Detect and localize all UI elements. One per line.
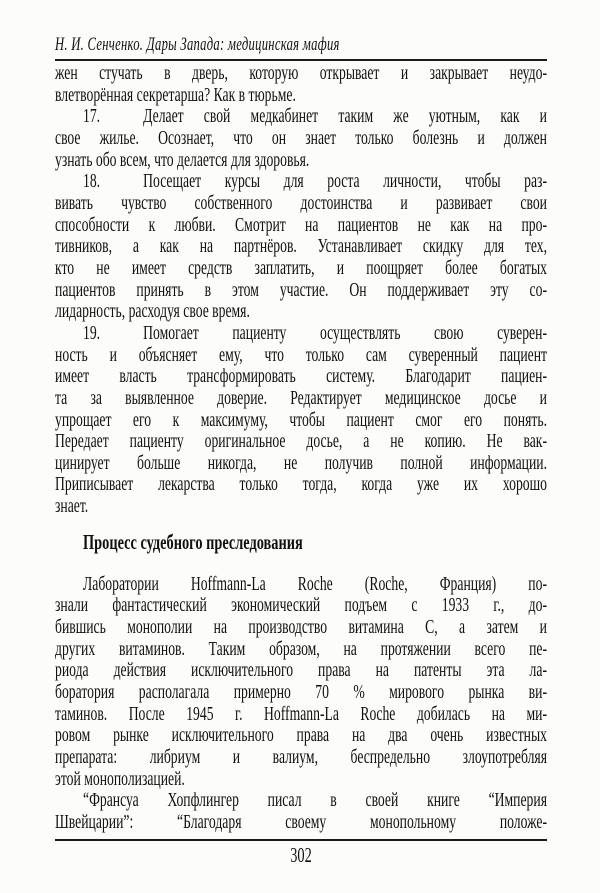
text-line: жен стучать в дверь, которую открывает и закрывает неудо- xyxy=(55,62,547,84)
text-line: препарата: либриум и валиум, беспредельно злоупотребляя xyxy=(55,746,547,769)
text-line: лидарность, расходуя свое время. xyxy=(55,300,250,323)
text-line: цинирует больше никогда, не получив полной информации. xyxy=(55,451,547,474)
text-line: ровом рынке исключительного права на два очень известных xyxy=(55,724,547,747)
list-number: 17. xyxy=(83,105,101,128)
paragraph xyxy=(55,574,547,791)
text-line: Лаборатории Hoffmann-La Roche (Roche, Франция) по- xyxy=(83,572,547,595)
paragraph xyxy=(55,790,547,833)
text-line: свое жилье. Осознает, что он знает только болезнь и должен xyxy=(55,126,547,149)
text-line: “Франсуа Хопфлингер писал в своей книге “Империя xyxy=(83,789,547,812)
text-line: узнать обо всем, что делается для здоровья. xyxy=(55,148,310,171)
list-number: 18. xyxy=(83,170,101,193)
text-line: способности к любви. Смотрит на пациентов не как на про- xyxy=(55,213,547,236)
text-line: та за выявленное доверие. Редактирует медицинское досье и xyxy=(55,386,547,409)
text-line: влетворённая секретарша? Как в тюрьме. xyxy=(55,83,296,106)
text-line: тивников, а как на партнёров. Устанавливает скидку для тех, xyxy=(55,235,547,258)
text-line xyxy=(55,106,547,128)
text-line: вивать чувство собственного достоинства и развивает свои xyxy=(55,191,547,214)
text-line-text: Помогает пациенту осуществлять свою суверен- xyxy=(143,321,547,344)
text-line: упрощает его к максимуму, чтобы пациент смог его понять. xyxy=(55,408,547,431)
paragraph xyxy=(55,106,547,171)
text-line: пациентов принять в этом участие. Он поддерживает эту со- xyxy=(55,278,547,301)
paragraph xyxy=(55,171,547,323)
text-line: боратория располагала примерно 70 % мирового рынка ви- xyxy=(55,681,547,704)
paragraph xyxy=(55,323,547,518)
text-line-text: Посещает курсы для роста личности, чтобы раз- xyxy=(143,170,547,193)
text-line: Приписывает лекарства только тогда, когда уже их хорошо xyxy=(55,473,547,496)
page-number: 302 xyxy=(290,842,312,867)
running-header: Н. И. Сенченко. Дары Запада: медицинская мафия xyxy=(55,35,340,55)
text-line: риода действия исключительного права на патенты эта ла- xyxy=(55,659,547,682)
text-line: таминов. После 1945 г. Hoffmann-La Roche добилась на ми- xyxy=(55,702,547,725)
page-body xyxy=(55,63,547,834)
text-line: бившись монополии на производство витамина С, а затем и xyxy=(55,616,547,639)
text-line: кто не имеет средств заплатить, и поощряет более богатых xyxy=(55,256,547,279)
text-line: знали фантастический экономический подъем с 1933 г., до- xyxy=(55,594,547,617)
text-line-text: Делает свой медкабинет таким же уютным, как и xyxy=(143,105,547,128)
text-line xyxy=(55,171,547,193)
text-line: знает. xyxy=(55,495,89,518)
text-column xyxy=(55,37,547,866)
text-line: Передает пациенту оригинальное досье, а не копию. Не вак- xyxy=(55,430,547,453)
section-heading: Процесс судебного преследования xyxy=(83,529,303,554)
text-line: Швейцарии”: “Благодаря своему монопольному положе- xyxy=(55,811,547,833)
text-line xyxy=(55,323,547,345)
footer-rule xyxy=(55,839,547,841)
text-line: ность и объясняет ему, что только сам суверенный пациент xyxy=(55,343,547,366)
text-line: других витаминов. Таким образом, на протяжении всего пе- xyxy=(55,637,547,660)
text-line: этой монополизацией. xyxy=(55,767,185,790)
text-line: имеет власть трансформировать систему. Благодарит пациен- xyxy=(55,365,547,388)
header-rule xyxy=(55,59,547,61)
paragraph xyxy=(55,63,547,106)
list-number: 19. xyxy=(83,321,101,344)
